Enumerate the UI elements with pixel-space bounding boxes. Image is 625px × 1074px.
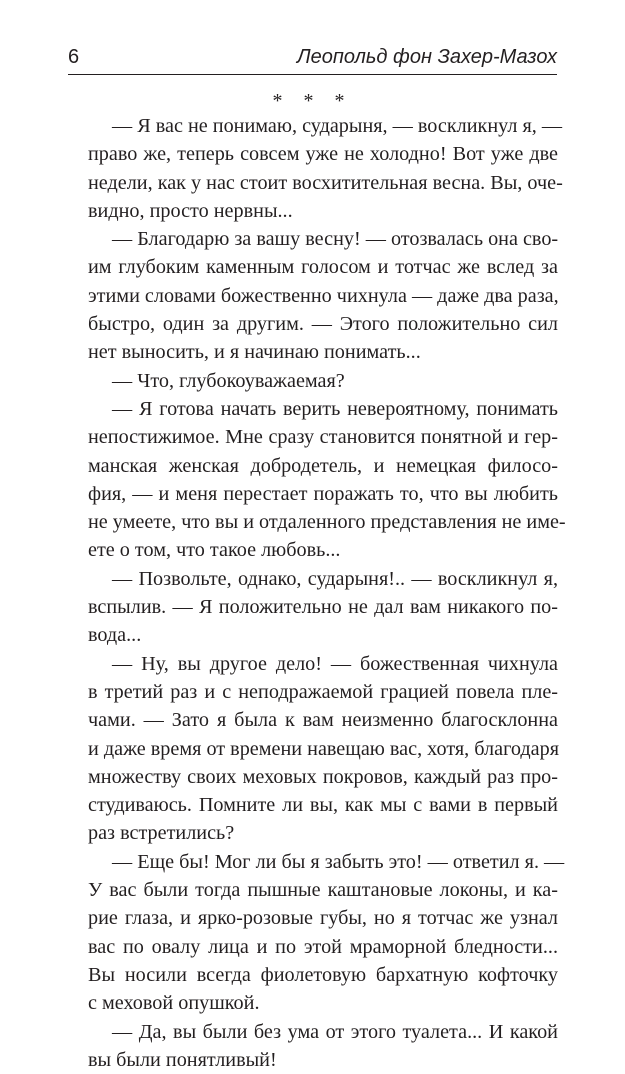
section-break: * * *	[272, 90, 353, 112]
text-line: фия, — и меня перестает поражать то, что вы любить	[88, 482, 558, 505]
text-line: манская женская добродетель, и немецкая филосо-	[88, 454, 558, 477]
text-line: вас по овалу лица и по этой мраморной бледности...	[88, 935, 558, 958]
text-line: ете о том, что такое любовь...	[88, 539, 341, 562]
text-line: вы были понятливый!	[88, 1048, 277, 1071]
text-line: Вы носили всегда фиолетовую бархатную кофточку	[88, 963, 558, 986]
text-line: вода...	[88, 624, 142, 647]
text-line: и даже время от времени навещаю вас, хотя, благодаря	[88, 737, 559, 760]
text-line: чами. — Зато я была к вам неизменно благосклонна	[88, 709, 558, 732]
text-line: видно, просто нервны...	[88, 199, 293, 222]
text-line: право же, теперь совсем уже не холодно! Вот уже две	[88, 143, 558, 166]
text-line: им глубоким каменным голосом и тотчас же вслед за	[88, 256, 558, 279]
running-head: Леопольд фон Захер-Мазох	[296, 46, 557, 68]
text-line: множеству своих меховых покровов, каждый раз про-	[88, 765, 558, 788]
text-line: — Что, глубокоуважаемая?	[112, 369, 345, 392]
text-line: непостижимое. Мне сразу становится понятной и гер-	[88, 426, 558, 449]
text-line: — Позвольте, однако, сударыня!.. — воскликнул я,	[112, 567, 558, 590]
text-line: — Ну, вы другое дело! — божественная чихнула	[112, 652, 558, 675]
text-line: не умеете, что вы и отдаленного представления не име-	[88, 511, 566, 534]
text-line: У вас были тогда пышные каштановые локоны, и ка-	[88, 879, 558, 902]
text-line: студиваюсь. Помните ли вы, как мы с вами в первый	[88, 794, 558, 817]
text-line: — Я готова начать верить невероятному, понимать	[112, 397, 558, 420]
text-line: этими словами божественно чихнула — даже два раза,	[88, 284, 559, 307]
body-text	[88, 112, 566, 1074]
text-line: в третий раз и с неподражаемой грацией повела пле-	[88, 680, 558, 703]
text-line: — Благодарю за вашу весну! — отозвалась она сво-	[112, 228, 559, 251]
page-header	[68, 44, 557, 75]
text-line: раз встретились?	[88, 822, 235, 845]
text-line: быстро, один за другим. — Этого положительно сил	[88, 313, 558, 336]
text-line: вспылив. — Я положительно не дал вам никакого по-	[88, 596, 558, 619]
text-line: — Да, вы были без ума от этого туалета... И какой	[112, 1020, 558, 1043]
text-line: рие глаза, и ярко-розовые губы, но я тотчас же узнал	[88, 907, 558, 930]
text-line: недели, как у нас стоит восхитительная весна. Вы, оче-	[88, 171, 563, 194]
text-line: — Еще бы! Мог ли бы я забыть это! — ответил я. —	[112, 850, 565, 873]
text-line: с меховой опушкой.	[88, 992, 260, 1015]
text-line: нет выносить, и я начинаю понимать...	[88, 341, 421, 364]
text-line: — Я вас не понимаю, сударыня, — воскликнул я, —	[112, 115, 563, 137]
page-number: 6	[68, 46, 80, 68]
